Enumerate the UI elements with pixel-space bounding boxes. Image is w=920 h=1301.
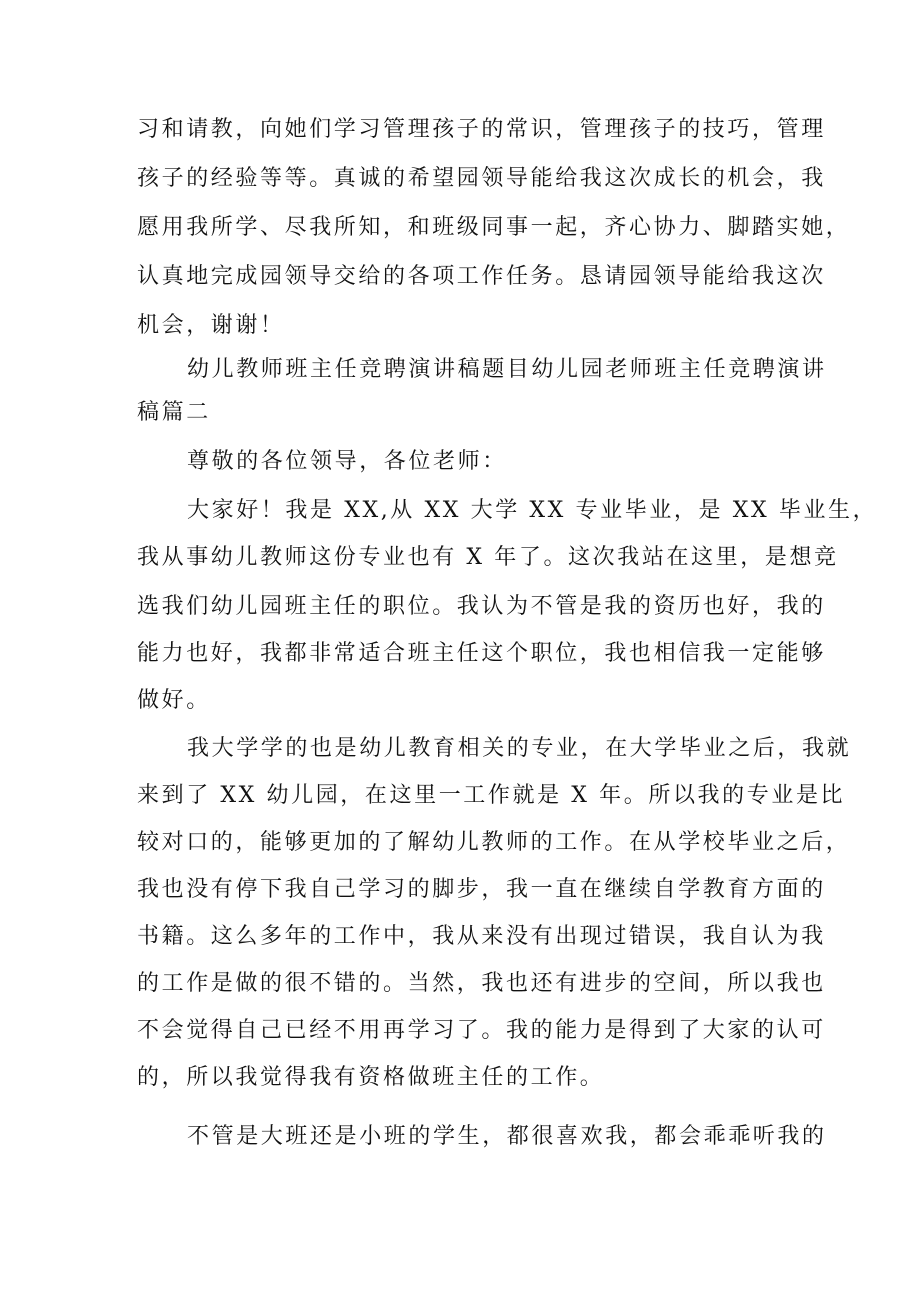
- text-line: 愿用我所学、尽我所知，和班级同事一起，齐心协力、脚踏实她，: [137, 215, 851, 240]
- text-line: 来到了 XX 幼儿园，在这里一工作就是 X 年。所以我的专业是比: [137, 783, 846, 808]
- text-line: 我从事幼儿教师这份专业也有 X 年了。这次我站在这里，是想竞: [137, 545, 839, 570]
- text-line: 我也没有停下我自己学习的脚步，我一直在继续自学教育方面的: [137, 877, 826, 902]
- text-line: 做好。: [137, 688, 211, 713]
- text-line: 的，所以我觉得我有资格做班主任的工作。: [137, 1065, 605, 1090]
- text-line: 孩子的经验等等。真诚的希望园领导能给我这次成长的机会，我: [137, 166, 826, 191]
- text-line: 书籍。这么多年的工作中，我从来没有出现过错误，我自认为我: [137, 924, 826, 949]
- text-line: 选我们幼儿园班主任的职位。我认为不管是我的资历也好，我的: [137, 594, 826, 619]
- text-line: 大家好！我是 XX,从 XX 大学 XX 专业毕业，是 XX 毕业生，: [187, 498, 878, 523]
- text-line: 的工作是做的很不错的。当然，我也还有进步的空间，所以我也: [137, 971, 826, 996]
- section-heading-line: 稿篇二: [137, 400, 211, 425]
- text-line: 能力也好，我都非常适合班主任这个职位，我也相信我一定能够: [137, 641, 826, 666]
- text-line: 较对口的，能够更加的了解幼儿教师的工作。在从学校毕业之后，: [137, 830, 851, 855]
- salutation-line: 尊敬的各位领导，各位老师：: [187, 449, 507, 474]
- text-line: 不会觉得自己已经不用再学习了。我的能力是得到了大家的认可: [137, 1018, 826, 1043]
- text-line: 习和请教，向她们学习管理孩子的常识，管理孩子的技巧，管理: [137, 117, 826, 142]
- section-heading-line: 幼儿教师班主任竞聘演讲稿题目幼儿园老师班主任竞聘演讲: [187, 357, 827, 382]
- text-line: 不管是大班还是小班的学生，都很喜欢我，都会乖乖听我的: [187, 1124, 827, 1149]
- text-line: 我大学学的也是幼儿教育相关的专业，在大学毕业之后，我就: [187, 736, 852, 761]
- text-line: 认真地完成园领导交给的各项工作任务。恳请园领导能给我这次: [137, 264, 826, 289]
- text-line: 机会，谢谢！: [137, 313, 285, 338]
